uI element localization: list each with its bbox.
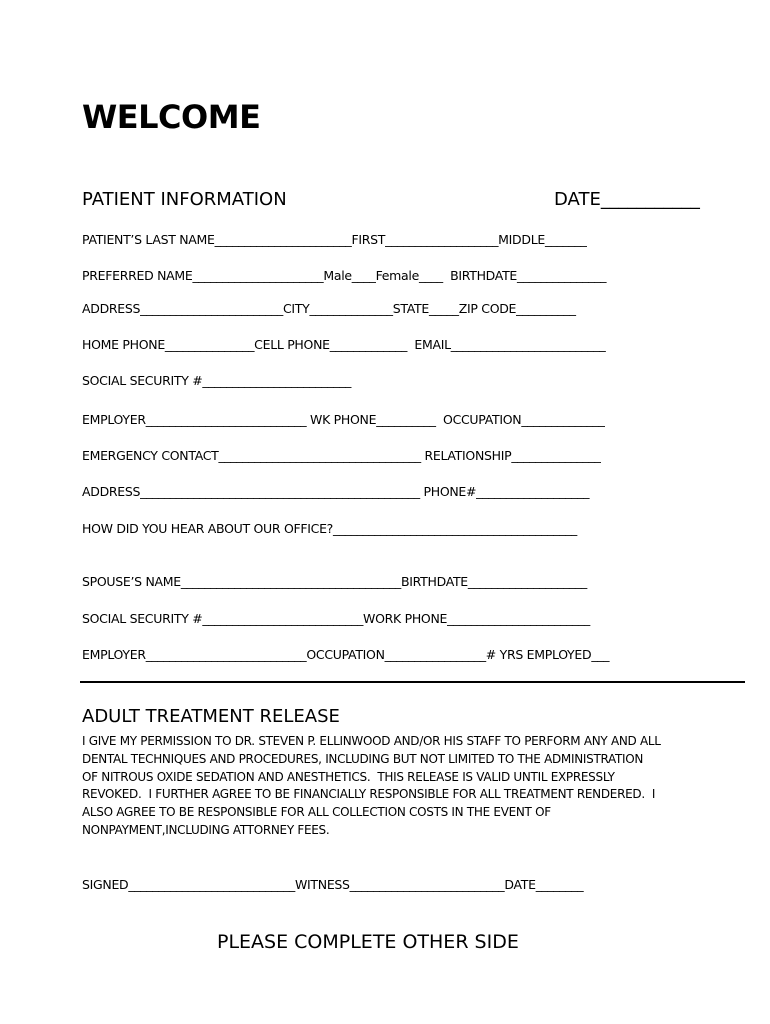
spouse-name-row[interactable]: SPOUSE’S NAME_____________________________________BIRTHDATE____________________ (82, 574, 587, 589)
release-line: I GIVE MY PERMISSION TO DR. STEVEN P. ELLINWOOD AND/OR HIS STAFF TO PERFORM ANY AND ALL (82, 734, 661, 748)
address-row[interactable]: ADDRESS________________________CITY______________STATE_____ZIP CODE__________ (82, 301, 576, 316)
footer-note: PLEASE COMPLETE OTHER SIDE (217, 931, 519, 953)
signature-row[interactable]: SIGNED____________________________WITNESS__________________________DATE________ (82, 877, 584, 892)
referral-row[interactable]: HOW DID YOU HEAR ABOUT OUR OFFICE?_________________________________________ (82, 521, 577, 536)
phone-email-row[interactable]: HOME PHONE_______________CELL PHONE_____________ EMAIL__________________________ (82, 337, 606, 352)
ssn-row[interactable]: SOCIAL SECURITY #_________________________ (82, 373, 352, 388)
release-line: OF NITROUS OXIDE SEDATION AND ANESTHETICS. THIS RELEASE IS VALID UNTIL EXPRESSLY (82, 769, 615, 784)
treatment-release-heading: ADULT TREATMENT RELEASE (82, 706, 340, 727)
release-line: DENTAL TECHNIQUES AND PROCEDURES, INCLUDING BUT NOT LIMITED TO THE ADMINISTRATION (82, 751, 644, 766)
release-line: ALSO AGREE TO BE RESPONSIBLE FOR ALL COLLECTION COSTS IN THE EVENT OF (82, 805, 551, 820)
date-field[interactable]: DATE___________ (554, 189, 700, 210)
employer-row[interactable]: EMPLOYER___________________________ WK PHONE__________ OCCUPATION______________ (82, 412, 605, 427)
spouse-ssn-row[interactable]: SOCIAL SECURITY #___________________________WORK PHONE________________________ (82, 611, 590, 626)
patient-name-row[interactable]: PATIENT’S LAST NAME_______________________FIRST___________________MIDDLE_______ (82, 232, 587, 247)
release-line: NONPAYMENT,INCLUDING ATTORNEY FEES. (82, 822, 330, 837)
page-title: WELCOME (82, 98, 261, 136)
emergency-contact-row[interactable]: EMERGENCY CONTACT__________________________________ RELATIONSHIP_______________ (82, 448, 601, 463)
emergency-address-row[interactable]: ADDRESS_______________________________________________ PHONE#___________________ (82, 484, 590, 499)
section-divider (80, 681, 745, 683)
preferred-name-row[interactable]: PREFERRED NAME______________________Male____Female____ BIRTHDATE_______________ (82, 268, 607, 283)
release-line: REVOKED. I FURTHER AGREE TO BE FINANCIALLY RESPONSIBLE FOR ALL TREATMENT RENDERED. I (82, 787, 656, 802)
spouse-employer-row[interactable]: EMPLOYER___________________________OCCUPATION_________________# YRS EMPLOYED___ (82, 647, 610, 662)
release-paragraph (82, 733, 747, 840)
patient-information-heading: PATIENT INFORMATION (82, 189, 287, 210)
